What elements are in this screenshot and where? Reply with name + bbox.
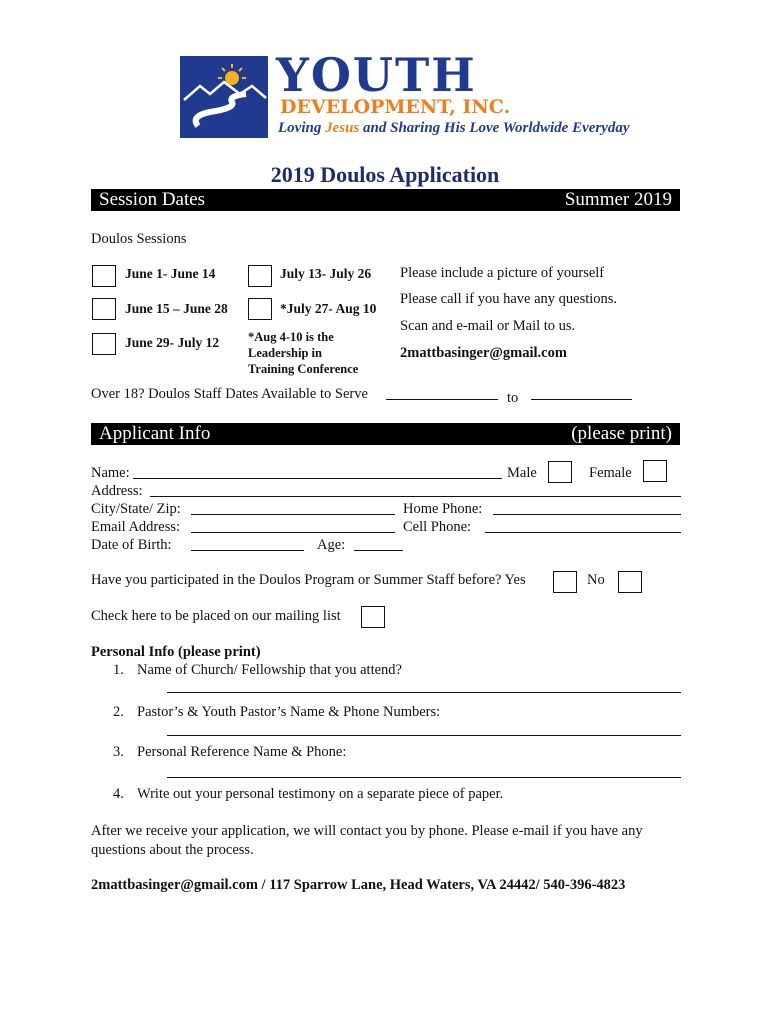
item-1-number: 1. (113, 662, 124, 678)
closing-line-2: questions about the process. (91, 842, 254, 858)
mailing-list-label: Check here to be placed on our mailing list (91, 608, 341, 624)
checkbox-session-2[interactable] (92, 298, 116, 320)
city-line[interactable] (191, 514, 395, 515)
session-3-label: June 29- July 12 (125, 335, 220, 350)
checkbox-female[interactable] (643, 460, 667, 482)
over18-to: to (507, 390, 519, 406)
checkbox-session-3[interactable] (92, 333, 116, 355)
logo-tagline (278, 120, 630, 137)
cell-phone-line[interactable] (485, 532, 681, 533)
leadership-note-3: Training Conference (248, 362, 359, 376)
name-label: Name: (91, 465, 130, 481)
home-phone-line[interactable] (493, 514, 681, 515)
cell-phone-label: Cell Phone: (403, 519, 472, 535)
checkbox-session-1[interactable] (92, 265, 116, 287)
dob-label: Date of Birth: (91, 537, 172, 553)
sessions-label: Doulos Sessions (91, 231, 187, 247)
contact-email: 2mattbasinger@gmail.com (400, 345, 567, 361)
item-3-text: Personal Reference Name & Phone: (137, 744, 347, 760)
session-dates-bar (91, 189, 680, 211)
session-2-label: June 15 – June 28 (125, 301, 228, 316)
item-2-number: 2. (113, 704, 124, 720)
session-5-label: *July 27- Aug 10 (280, 301, 377, 316)
applicant-info-bar (91, 423, 680, 445)
session-bar-left: Session Dates (99, 189, 206, 210)
church-answer-line[interactable] (167, 692, 681, 693)
email-label: Email Address: (91, 519, 181, 535)
info-line-1: Please include a picture of yourself (400, 265, 605, 281)
item-4-number: 4. (113, 786, 124, 802)
participated-no-label: No (587, 572, 605, 588)
pastor-answer-line[interactable] (167, 735, 681, 736)
over18-label: Over 18? Doulos Staff Dates Available to Serve (91, 386, 368, 402)
checkbox-participated-yes[interactable] (553, 571, 577, 593)
over18-to-line[interactable] (531, 399, 632, 400)
item-4-text: Write out your personal testimony on a separate piece of paper. (137, 786, 504, 802)
applicant-bar-left: Applicant Info (99, 423, 211, 444)
logo-main-text: YOUTH (276, 48, 477, 102)
over18-from-line[interactable] (386, 399, 498, 400)
address-label: Address: (91, 483, 143, 499)
item-2-text: Pastor’s & Youth Pastor’s Name & Phone Numbers: (137, 704, 441, 720)
home-phone-label: Home Phone: (403, 501, 483, 517)
reference-answer-line[interactable] (167, 777, 681, 778)
item-1-text: Name of Church/ Fellowship that you attend? (137, 662, 402, 678)
session-4-label: July 13- July 26 (280, 266, 372, 281)
applicant-bar-right: (please print) (571, 423, 672, 444)
checkbox-participated-no[interactable] (618, 571, 642, 593)
checkbox-session-5[interactable] (248, 298, 272, 320)
male-label: Male (507, 465, 537, 481)
city-label: City/State/ Zip: (91, 501, 181, 517)
info-line-3: Scan and e-mail or Mail to us. (400, 318, 576, 334)
checkbox-male[interactable] (548, 461, 572, 483)
personal-item-3 (113, 743, 346, 761)
session-1-label: June 1- June 14 (125, 266, 216, 281)
logo (180, 48, 630, 140)
tagline-part-2: and Sharing His Love Worldwide Everyday (359, 120, 630, 136)
dob-line[interactable] (191, 550, 304, 551)
age-line[interactable] (354, 550, 403, 551)
item-3-number: 3. (113, 744, 124, 760)
logo-sub-text: DEVELOPMENT, INC. (280, 96, 511, 118)
tagline-part-1: Loving (278, 120, 326, 136)
participated-question: Have you participated in the Doulos Program or Summer Staff before? Yes (91, 572, 526, 588)
closing-line-1: After we receive your application, we will contact you by phone. Please e-mail if you have any (91, 823, 643, 839)
personal-item-2 (113, 703, 440, 721)
female-label: Female (589, 465, 632, 481)
leadership-note-2: Leadership in (248, 346, 322, 360)
personal-item-1 (113, 661, 402, 679)
age-label: Age: (317, 537, 346, 553)
checkbox-mailing-list[interactable] (361, 606, 385, 628)
address-line[interactable] (150, 496, 681, 497)
name-line[interactable] (133, 478, 502, 479)
personal-item-4 (113, 785, 503, 803)
checkbox-session-4[interactable] (248, 265, 272, 287)
session-bar-right: Summer 2019 (564, 189, 672, 210)
logo-emblem (180, 56, 268, 138)
personal-info-heading: Personal Info (please print) (91, 644, 261, 660)
info-line-2: Please call if you have any questions. (400, 291, 618, 307)
footer-contact: 2mattbasinger@gmail.com / 117 Sparrow Lane, Head Waters, VA 24442/ 540-396-4823 (91, 877, 626, 893)
leadership-note-1: *Aug 4-10 is the (248, 330, 334, 344)
page-title: 2019 Doulos Application (270, 162, 500, 187)
tagline-jesus: Jesus (325, 120, 360, 136)
mountain-sun-icon (180, 56, 268, 138)
email-line[interactable] (191, 532, 395, 533)
